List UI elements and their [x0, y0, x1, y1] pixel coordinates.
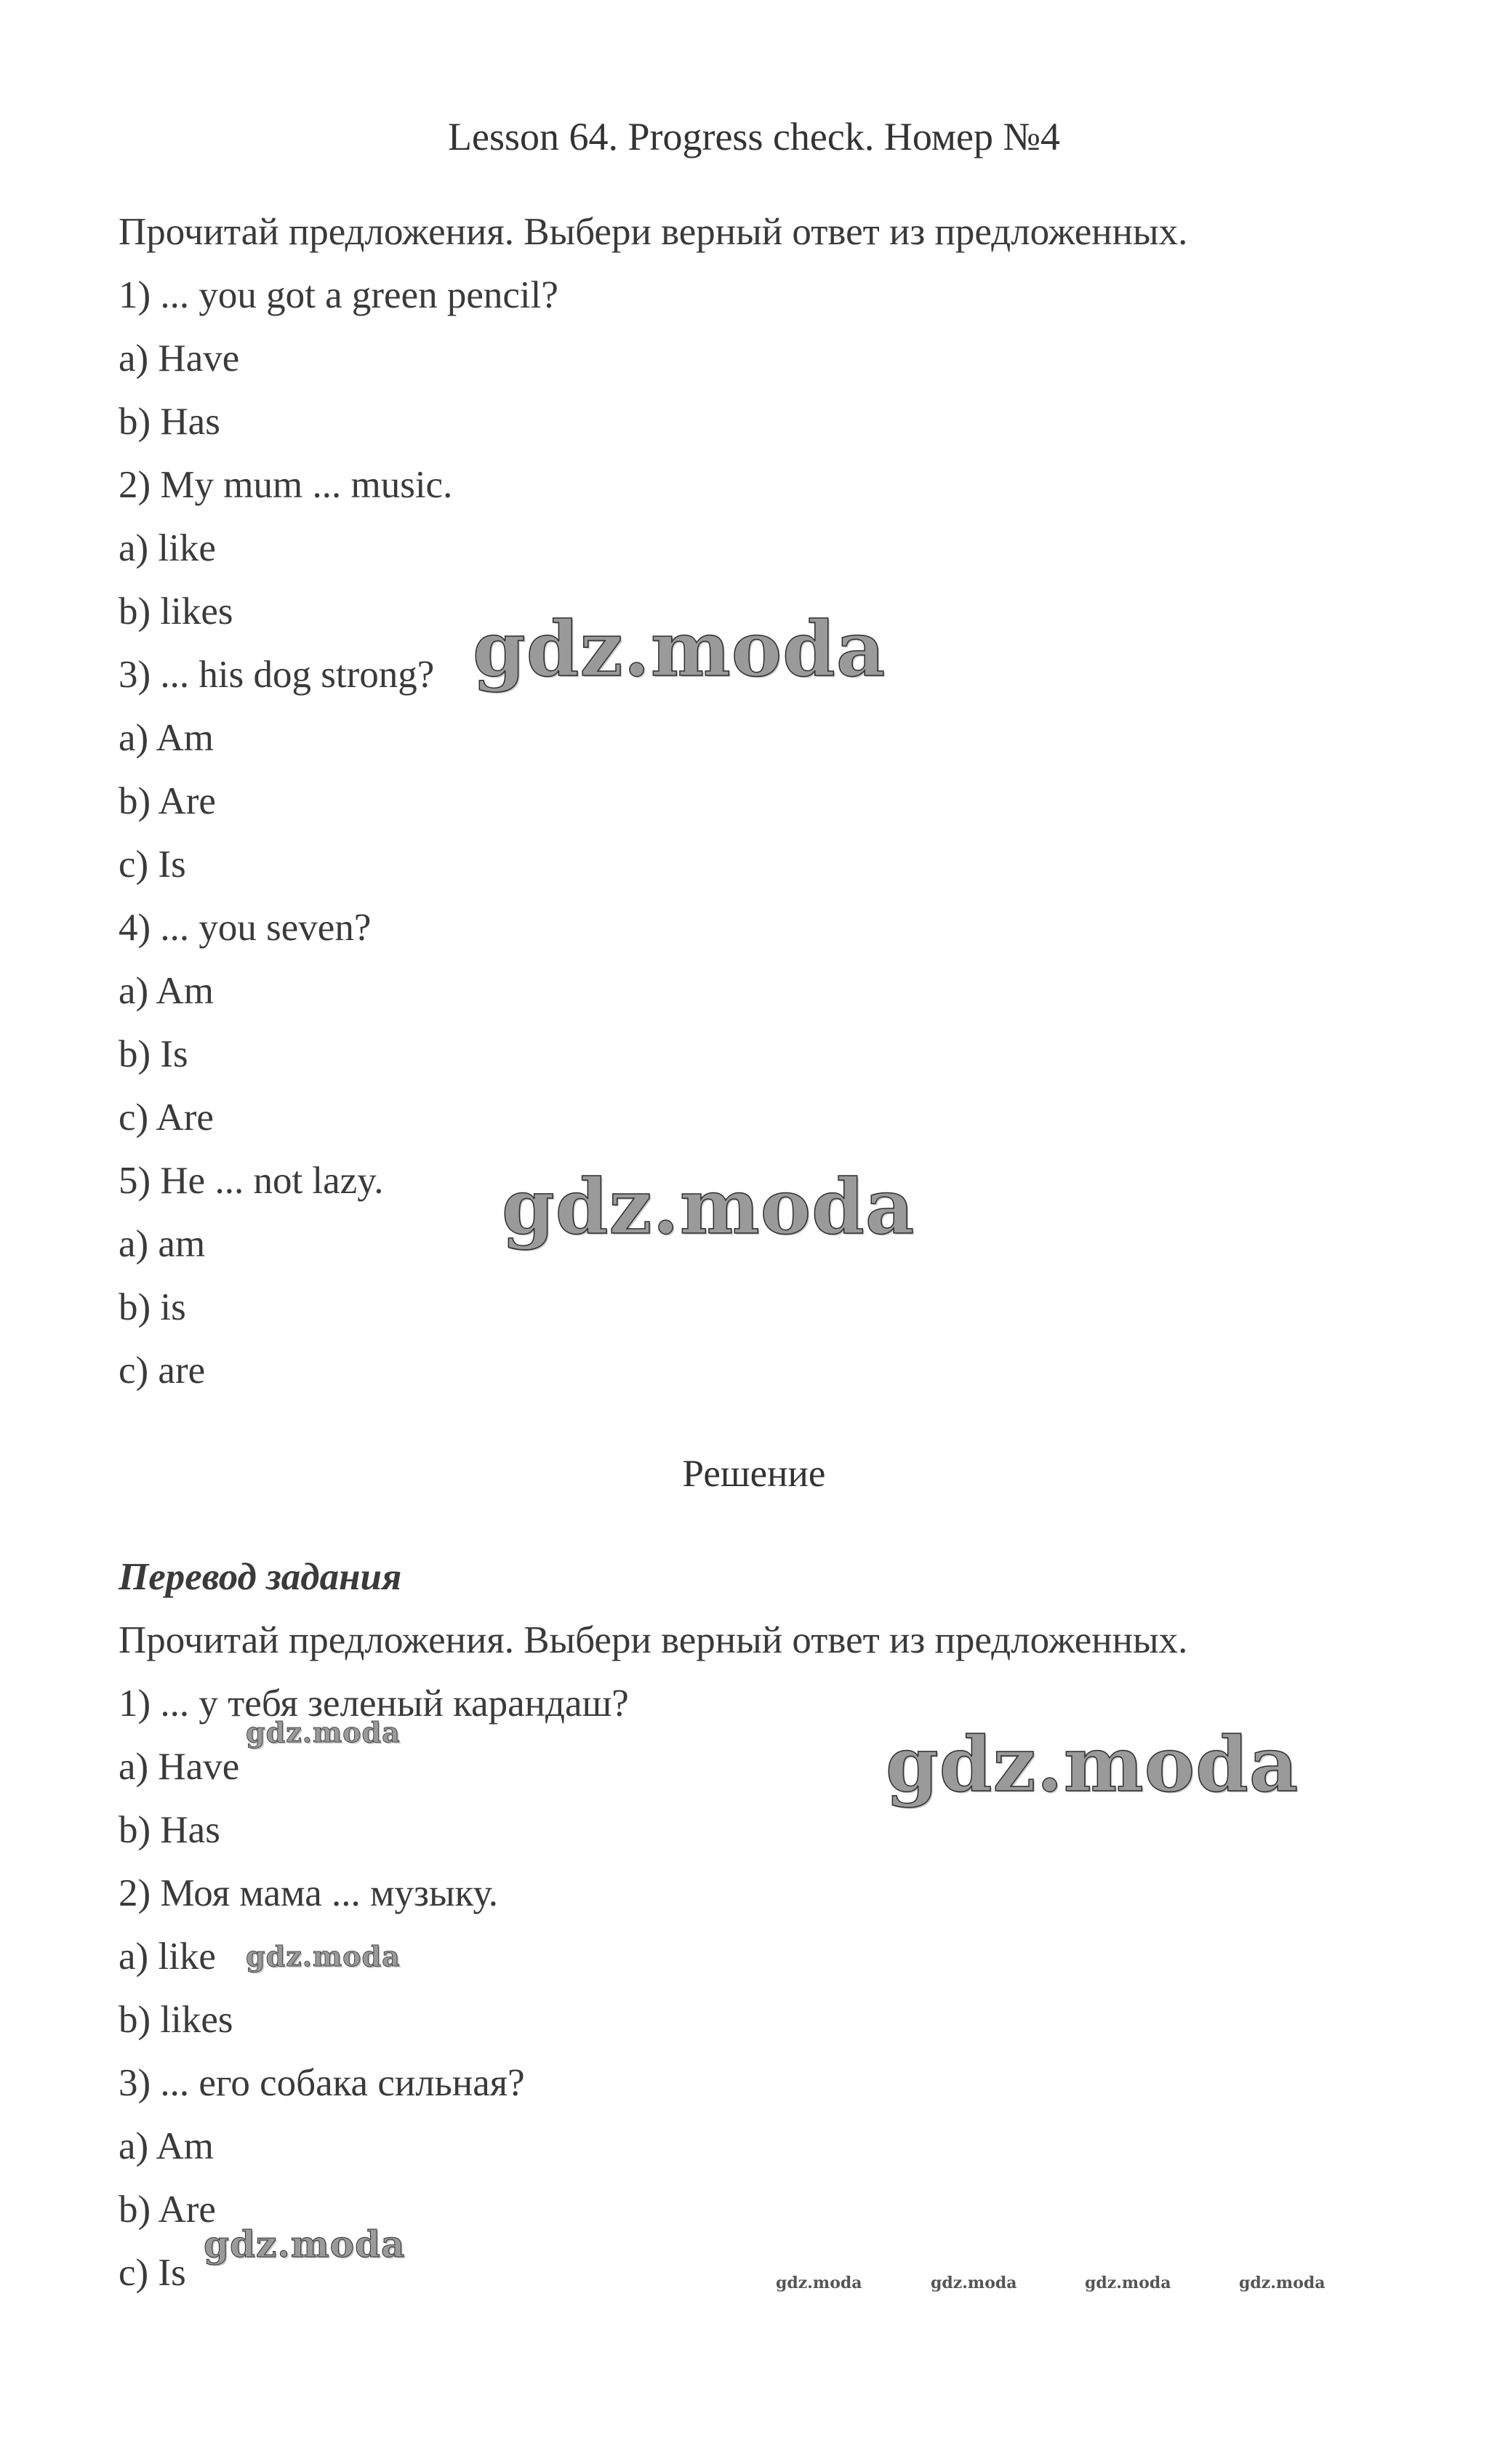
watermark-logo: gdz.moda — [246, 1716, 401, 1749]
task-line: c) Are — [119, 1096, 214, 1139]
solution-block — [119, 1546, 1427, 2305]
watermark-logo: gdz.moda — [776, 2274, 862, 2292]
watermark-logo: gdz.moda — [473, 604, 886, 694]
watermark-logo: gdz.moda — [246, 1940, 401, 1973]
task-line: 5) He ... not lazy. — [119, 1160, 384, 1202]
task-line: c) are — [119, 1349, 206, 1392]
watermark-logo: gdz.moda — [1239, 2274, 1325, 2292]
task-line: a) Have — [119, 337, 240, 380]
watermark-logo: gdz.moda — [886, 1719, 1299, 1809]
task-line: a) Am — [119, 970, 214, 1012]
task-line: c) Is — [119, 843, 186, 886]
task-line: 1) ... you got a green pencil? — [119, 274, 558, 316]
solution-line: b) Has — [119, 1809, 220, 1851]
solution-line: b) Are — [119, 2188, 216, 2231]
task-line: b) Are — [119, 780, 216, 822]
watermark-logo: gdz.moda — [502, 1162, 915, 1251]
task-line: 3) ... his dog strong? — [119, 654, 435, 696]
task-line: a) like — [119, 527, 216, 569]
task-line: b) Has — [119, 401, 220, 443]
solution-heading: Решение — [682, 1453, 826, 1495]
task-line: b) likes — [119, 590, 233, 633]
task-line: 2) My mum ... music. — [119, 464, 453, 506]
task-line: b) is — [119, 1286, 186, 1328]
solution-line: c) Is — [119, 2252, 186, 2294]
solution-line: a) Am — [119, 2125, 214, 2167]
task-line: 4) ... you seven? — [119, 907, 372, 949]
solution-line: a) like — [119, 1935, 216, 1978]
solution-line: b) likes — [119, 1999, 233, 2041]
solution-instruction: Прочитай предложения. Выбери верный ответ из предложенных. — [119, 1619, 1188, 1661]
watermark-logo: gdz.moda — [204, 2223, 406, 2266]
solution-line: a) Have — [119, 1746, 240, 1788]
page-title: Lesson 64. Progress check. Номер №4 — [447, 115, 1060, 158]
task-line: a) am — [119, 1223, 206, 1265]
task-line: a) Am — [119, 717, 214, 759]
task-line: b) Is — [119, 1033, 188, 1075]
translation-title: Перевод задания — [119, 1556, 402, 1598]
task-instruction: Прочитай предложения. Выбери верный ответ из предложенных. — [119, 211, 1188, 253]
watermark-logo: gdz.moda — [1085, 2274, 1171, 2292]
watermark-logo: gdz.moda — [931, 2274, 1017, 2292]
solution-line: 2) Моя мама ... музыку. — [119, 1872, 499, 1914]
solution-line: 3) ... его собака сильная? — [119, 2062, 525, 2104]
solution-line: 1) ... у тебя зеленый карандаш? — [119, 1682, 629, 1725]
